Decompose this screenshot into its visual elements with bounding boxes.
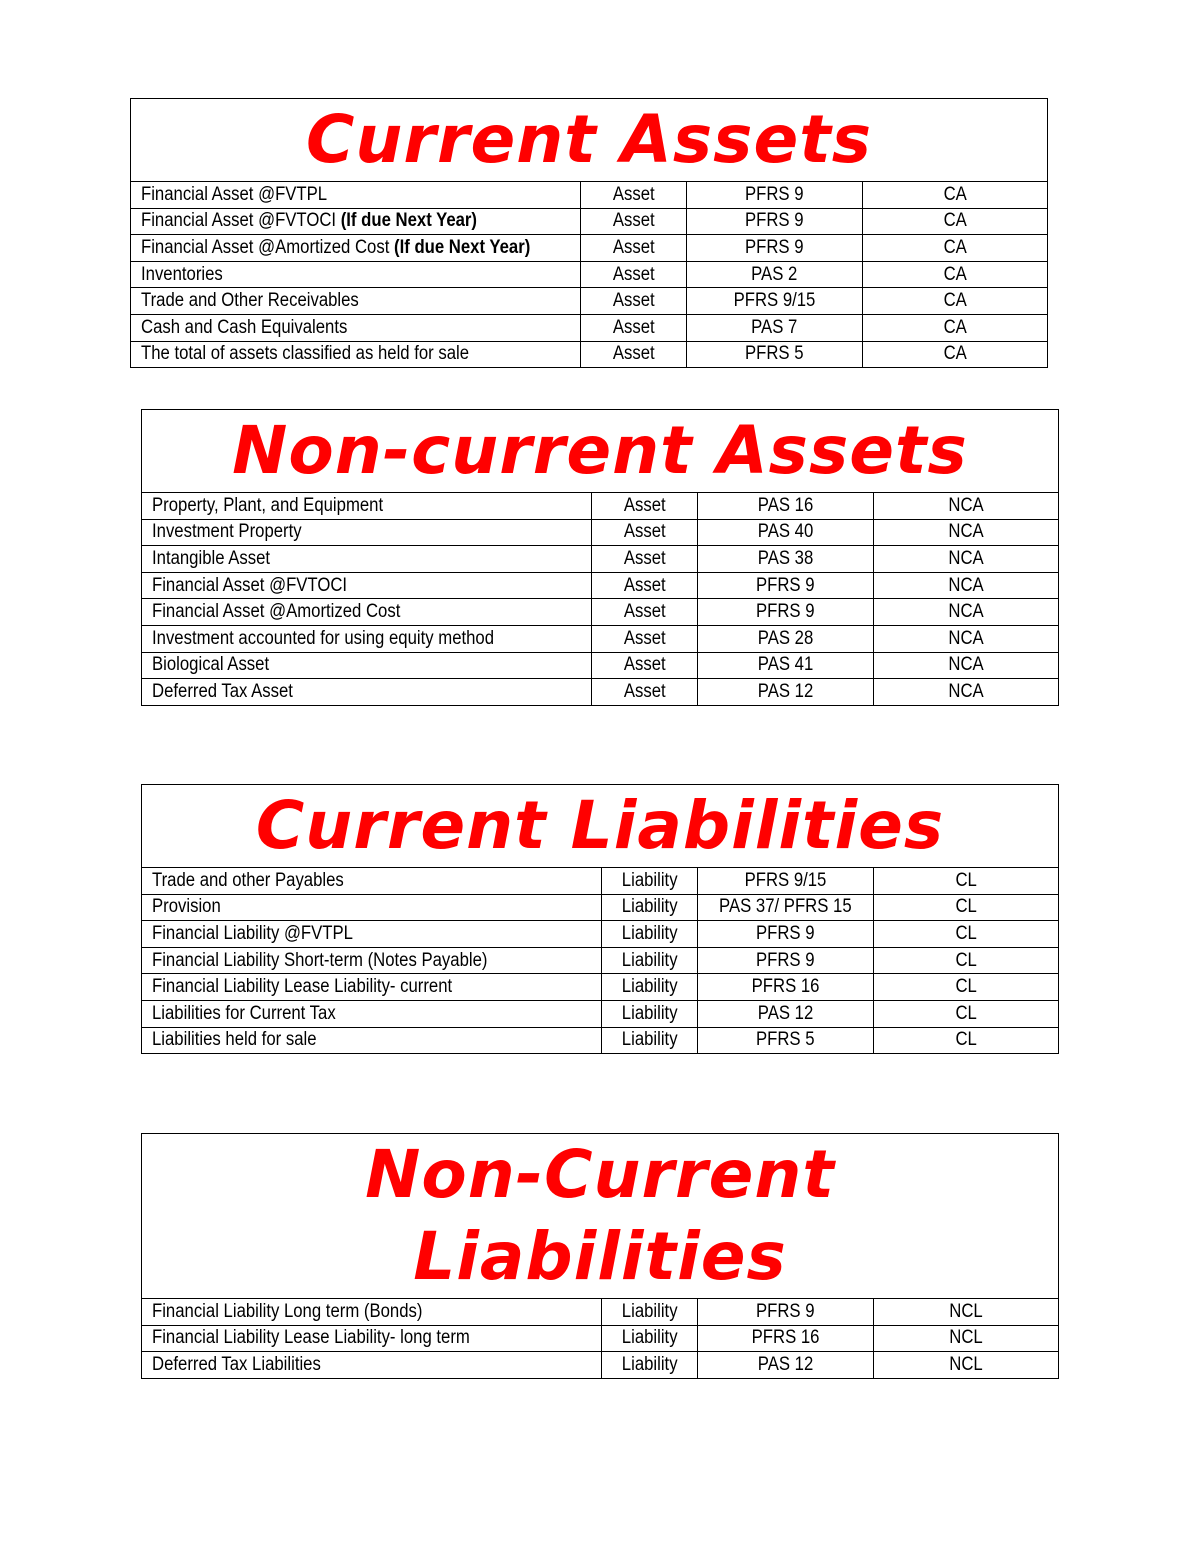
table-row [142, 947, 1059, 974]
item-cell: Financial Asset @FVTOCI (If due Next Year) [131, 208, 581, 235]
item-cell: Financial Liability Short-term (Notes Payable) [142, 947, 602, 974]
item-cell: The total of assets classified as held for sale [131, 341, 581, 368]
table-row [142, 1000, 1059, 1027]
item-cell: Liabilities held for sale [142, 1027, 602, 1054]
type-cell: Liability [602, 868, 698, 895]
item-cell: Liabilities for Current Tax [142, 1000, 602, 1027]
class-cell: NCA [874, 652, 1059, 679]
class-cell: CA [863, 261, 1048, 288]
class-cell: NCA [874, 679, 1059, 706]
type-cell: Asset [592, 679, 698, 706]
item-cell: Financial Liability Lease Liability- long term [142, 1325, 602, 1352]
class-cell: CL [874, 974, 1059, 1001]
non-current-assets-title: Non-current Assets [142, 410, 1059, 493]
item-cell: Property, Plant, and Equipment [142, 493, 592, 520]
standard-cell: PFRS 9 [698, 572, 874, 599]
class-cell: NCL [874, 1352, 1059, 1379]
type-cell: Liability [602, 947, 698, 974]
type-cell: Liability [602, 1000, 698, 1027]
type-cell: Asset [581, 261, 687, 288]
type-cell: Liability [602, 1027, 698, 1054]
table-row [131, 182, 1048, 209]
standard-cell: PFRS 16 [698, 974, 874, 1001]
class-cell: CA [863, 208, 1048, 235]
standard-cell: PFRS 5 [698, 1027, 874, 1054]
class-cell: NCL [874, 1325, 1059, 1352]
type-cell: Asset [592, 519, 698, 546]
table-row [131, 288, 1048, 315]
standard-cell: PFRS 9 [698, 599, 874, 626]
item-cell: Deferred Tax Liabilities [142, 1352, 602, 1379]
table-row [131, 235, 1048, 262]
table-row [142, 974, 1059, 1001]
type-cell: Asset [581, 182, 687, 209]
class-cell: NCA [874, 572, 1059, 599]
table-row [142, 1027, 1059, 1054]
class-cell: NCA [874, 625, 1059, 652]
type-cell: Liability [602, 1325, 698, 1352]
item-cell: Financial Liability @FVTPL [142, 921, 602, 948]
table-row [142, 894, 1059, 921]
type-cell: Asset [592, 652, 698, 679]
current-liabilities-title: Current Liabilities [142, 785, 1059, 868]
class-cell: NCA [874, 493, 1059, 520]
standard-cell: PAS 12 [698, 679, 874, 706]
current-assets-title-row [131, 99, 1048, 182]
table-row [142, 546, 1059, 573]
standard-cell: PFRS 9 [687, 182, 863, 209]
class-cell: CA [863, 314, 1048, 341]
item-cell: Inventories [131, 261, 581, 288]
type-cell: Asset [592, 599, 698, 626]
type-cell: Asset [581, 341, 687, 368]
standard-cell: PFRS 9 [687, 208, 863, 235]
table-row [142, 652, 1059, 679]
class-cell: CL [874, 947, 1059, 974]
current-assets-table [130, 98, 1048, 368]
class-cell: NCA [874, 519, 1059, 546]
class-cell: CL [874, 868, 1059, 895]
item-cell: Trade and other Payables [142, 868, 602, 895]
item-cell: Investment accounted for using equity method [142, 625, 592, 652]
current-liabilities-table [141, 784, 1059, 1054]
table-row [142, 625, 1059, 652]
item-cell: Cash and Cash Equivalents [131, 314, 581, 341]
current-liabilities-title-row [142, 785, 1059, 868]
item-cell: Financial Asset @FVTOCI [142, 572, 592, 599]
standard-cell: PAS 41 [698, 652, 874, 679]
standard-cell: PFRS 9/15 [687, 288, 863, 315]
item-cell: Financial Liability Long term (Bonds) [142, 1299, 602, 1326]
table-row [131, 341, 1048, 368]
type-cell: Liability [602, 894, 698, 921]
type-cell: Asset [592, 493, 698, 520]
item-cell: Trade and Other Receivables [131, 288, 581, 315]
type-cell: Asset [592, 572, 698, 599]
type-cell: Liability [602, 974, 698, 1001]
type-cell: Asset [581, 314, 687, 341]
type-cell: Liability [602, 1352, 698, 1379]
table-row [142, 1352, 1059, 1379]
standard-cell: PAS 7 [687, 314, 863, 341]
type-cell: Asset [581, 288, 687, 315]
item-cell: Financial Liability Lease Liability- current [142, 974, 602, 1001]
class-cell: CA [863, 182, 1048, 209]
table-row [142, 1299, 1059, 1326]
type-cell: Asset [581, 208, 687, 235]
type-cell: Liability [602, 1299, 698, 1326]
class-cell: NCA [874, 599, 1059, 626]
item-cell: Financial Asset @FVTPL [131, 182, 581, 209]
table-row [142, 868, 1059, 895]
type-cell: Asset [592, 625, 698, 652]
item-cell: Investment Property [142, 519, 592, 546]
item-cell: Financial Asset @Amortized Cost [142, 599, 592, 626]
standard-cell: PAS 12 [698, 1352, 874, 1379]
table-row [142, 921, 1059, 948]
table-row [142, 599, 1059, 626]
standard-cell: PAS 38 [698, 546, 874, 573]
standard-cell: PFRS 9 [698, 921, 874, 948]
type-cell: Liability [602, 921, 698, 948]
table-row [142, 493, 1059, 520]
standard-cell: PAS 28 [698, 625, 874, 652]
table-row [131, 261, 1048, 288]
non-current-liabilities-title: Non-Current Liabilities [142, 1134, 1059, 1299]
type-cell: Asset [592, 546, 698, 573]
standard-cell: PAS 12 [698, 1000, 874, 1027]
table-row [142, 572, 1059, 599]
non-current-assets-table [141, 409, 1059, 706]
table-row [142, 1325, 1059, 1352]
class-cell: CL [874, 1000, 1059, 1027]
standard-cell: PAS 37/ PFRS 15 [698, 894, 874, 921]
standard-cell: PFRS 9 [698, 947, 874, 974]
table-row [142, 519, 1059, 546]
class-cell: NCL [874, 1299, 1059, 1326]
standard-cell: PAS 2 [687, 261, 863, 288]
non-current-liabilities-table [141, 1133, 1059, 1379]
item-cell: Biological Asset [142, 652, 592, 679]
item-cell: Intangible Asset [142, 546, 592, 573]
class-cell: CL [874, 894, 1059, 921]
table-row [131, 208, 1048, 235]
current-assets-title: Current Assets [131, 99, 1048, 182]
table-row [142, 679, 1059, 706]
item-cell: Deferred Tax Asset [142, 679, 592, 706]
table-row [131, 314, 1048, 341]
standard-cell: PFRS 5 [687, 341, 863, 368]
standard-cell: PFRS 16 [698, 1325, 874, 1352]
class-cell: CA [863, 341, 1048, 368]
non-current-assets-title-row [142, 410, 1059, 493]
standard-cell: PFRS 9/15 [698, 868, 874, 895]
non-current-liabilities-title-row [142, 1134, 1059, 1299]
class-cell: CL [874, 921, 1059, 948]
class-cell: NCA [874, 546, 1059, 573]
type-cell: Asset [581, 235, 687, 262]
class-cell: CA [863, 235, 1048, 262]
standard-cell: PAS 16 [698, 493, 874, 520]
standard-cell: PAS 40 [698, 519, 874, 546]
class-cell: CA [863, 288, 1048, 315]
standard-cell: PFRS 9 [687, 235, 863, 262]
item-cell: Provision [142, 894, 602, 921]
item-cell: Financial Asset @Amortized Cost (If due Next Year) [131, 235, 581, 262]
standard-cell: PFRS 9 [698, 1299, 874, 1326]
class-cell: CL [874, 1027, 1059, 1054]
